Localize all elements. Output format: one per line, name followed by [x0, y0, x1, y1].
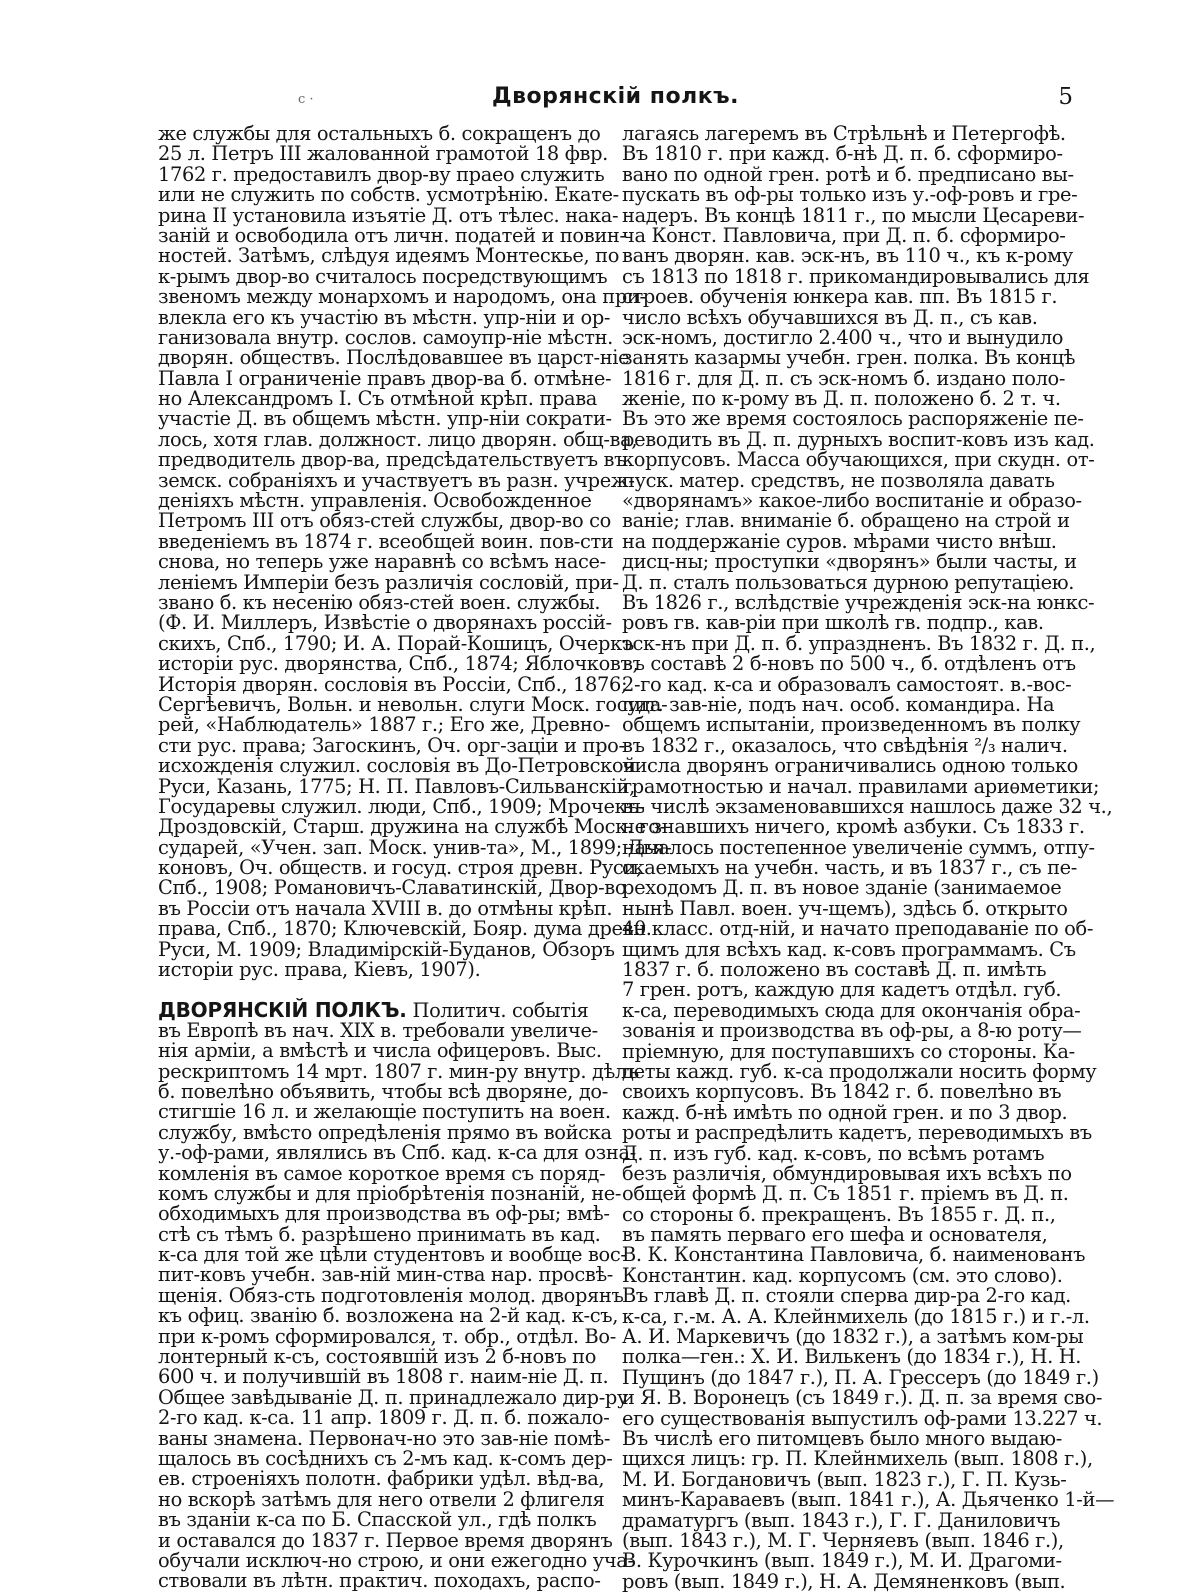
- text-line: ровъ гв. кав-ріи при школѣ гв. подпр., кав.: [622, 611, 1044, 635]
- text-line: заній и освободила отъ личн. податей и повин-: [158, 223, 626, 247]
- text-line: но Александромъ I. Съ отмѣной крѣп. права: [158, 387, 598, 411]
- text-line: к-са, г.-м. А. А. Клейнмихель (до 1815 г.) и г.-л.: [622, 1304, 1090, 1328]
- text-line: надеръ. Въ концѣ 1811 г., по мысли Цесареви-: [622, 203, 1085, 227]
- text-line: реходомъ Д. п. въ новое зданіе (занимаемое: [622, 876, 1062, 900]
- text-line: «дворянамъ» какое-либо воспитаніе и образо-: [622, 489, 1082, 513]
- text-line: же службы для остальныхъ б. сокращенъ до: [158, 122, 601, 145]
- text-line: Въ числѣ его питомцевъ было много выдаю-: [622, 1427, 1062, 1450]
- left-column: [158, 122, 672, 1593]
- text-line: к-са для той же цѣли студентовъ и вообще вос-: [158, 1243, 627, 1267]
- text-line: своихъ корпусовъ. Въ 1842 г. б. повелѣно въ: [622, 1080, 1062, 1104]
- text-line: рескриптомъ 14 мрт. 1807 г. мин-ру внутр. дѣлъ: [158, 1059, 639, 1083]
- text-line: 600 ч. и получившій въ 1808 г. наим-ніе Д. п.: [158, 1365, 609, 1389]
- text-line: строев. обученія юнкера кав. пп. Въ 1815 г.: [622, 285, 1058, 309]
- text-line: дворян. обществъ. Послѣдовавшее въ царст-ніе: [158, 346, 630, 370]
- text-line: началось постепенное увеличеніе суммъ, отпу-: [622, 835, 1095, 859]
- text-line: нія арміи, а вмѣстѣ и числа офицеровъ. Выс.: [158, 1039, 602, 1063]
- text-line: Руси, М. 1909; Владимірскій-Буданов, Обзоръ: [158, 937, 615, 961]
- text-line: обходимыхъ для производства въ оф-ры; вмѣ-: [158, 1202, 610, 1226]
- text-line: исхожденія служил. сословія въ До-Петровской: [158, 754, 636, 778]
- text-line: не знавшихъ ничего, кромѣ азбуки. Съ 1833 г.: [622, 815, 1085, 839]
- left-column-text-part1: [158, 122, 672, 982]
- text-line: или не служить по собств. усмотрѣнію. Екате-: [158, 183, 619, 207]
- text-line: пит. зав-ніе, подъ нач. особ. командира. На: [622, 692, 1055, 716]
- text-line: звеномъ между монархомъ и народомъ, она при-: [158, 285, 646, 309]
- text-line: въ зданіи к-са по Б. Спасской ул., гдѣ полкъ: [158, 1508, 597, 1532]
- text-line: участіе Д. въ общемъ мѣстн. упр-ніи сократи-: [158, 407, 612, 431]
- text-line: пріемную, для поступавшихъ со стороны. Ка-: [622, 1039, 1075, 1063]
- text-line: В. Курочкинъ (вып. 1849 г.), М. И. Драгоми-: [622, 1549, 1062, 1573]
- text-line: 40 класс. отд-ній, и начато преподаваніе по об-: [622, 917, 1094, 941]
- text-line: к-са, переводимыхъ сюда для окончанія обра-: [622, 998, 1081, 1022]
- running-title: Дворянскій полкъ.: [491, 84, 740, 109]
- text-line: дисц-ны; проступки «дворянъ» были часты, и: [622, 550, 1077, 574]
- text-line: 1816 г. для Д. п. съ эск-номъ б. издано поло-: [622, 366, 1066, 390]
- text-line: пускать въ оф-ры только изъ у.-оф-ровъ и гре-: [622, 183, 1078, 207]
- header-mark: с ·: [298, 92, 314, 107]
- text-line: ствовали въ лѣтн. практич. походахъ, распо-: [158, 1569, 601, 1593]
- text-line: зованія и производства въ оф-ры, а 8-ю роту—: [622, 1019, 1082, 1043]
- text-line: Константин. кад. корпусомъ (см. это слово).: [622, 1263, 1063, 1287]
- text-line: пуск. матер. средствъ, не позволяла давать: [622, 468, 1055, 492]
- article-heading-line: [158, 998, 598, 1023]
- text-line: (Ф. И. Миллеръ, Извѣстіе о дворянахъ россій-: [158, 611, 612, 635]
- text-line: деты кажд. губ. к-са продолжали носить форму: [622, 1059, 1097, 1083]
- text-line: общемъ испытаніи, произведенномъ въ полку: [622, 713, 1081, 737]
- text-line: 1837 г. б. положено въ составѣ Д. п. имѣть: [622, 958, 1047, 982]
- text-line: на поддержаніе суров. мѣрами чисто внѣш.: [622, 529, 1057, 553]
- text-line: рей, «Наблюдатель» 1887 г.; Его же, Древно-: [158, 713, 610, 737]
- text-line: въ Европѣ въ нач. XIX в. требовали увеличе-: [158, 1018, 598, 1042]
- text-line: Д. п. сталъ пользоваться дурною репутаціею.: [622, 570, 1075, 594]
- text-line: Пущинъ (до 1847 г.), П. А. Грессеръ (до 1849 г.): [622, 1365, 1099, 1389]
- text-line: обучали исключ-но строю, и они ежегодно уча-: [158, 1548, 634, 1572]
- text-line: скихъ, Спб., 1790; И. А. Порай-Кошицъ, Очеркъ: [158, 631, 634, 655]
- text-line: б. повелѣно объявить, чтобы всѣ дворяне, до-: [158, 1079, 608, 1103]
- text-line: Д. п. изъ губ. кад. к-совъ, по всѣмъ ротамъ: [622, 1141, 1045, 1165]
- text-line: щалось въ сосѣднихъ съ 2-мъ кад. к-сомъ дер-: [158, 1447, 613, 1470]
- text-line: 1762 г. предоставилъ двор-ву праео служить: [158, 162, 605, 186]
- text-line: комъ службы и для пріобрѣтенія познаній, не-: [158, 1181, 622, 1205]
- left-column-text-part2: [158, 1018, 639, 1593]
- page-number: 5: [1058, 84, 1073, 110]
- article-heading: ДВОРЯНСКІЙ ПОЛКЪ.: [158, 998, 407, 1023]
- text-line: въ числѣ экзаменовавшихся нашлось даже 32 ч.,: [622, 794, 1113, 818]
- text-line: коновъ, Оч. обществ. и госуд. строя древн. Руси,: [158, 856, 642, 880]
- text-line: полка—ген.: Х. И. Вилькенъ (до 1834 г.), Н. Н.: [622, 1345, 1082, 1369]
- text-line: безъ различія, обмундировывая ихъ всѣхъ по: [622, 1161, 1072, 1185]
- text-line: женіе, по к-рому въ Д. п. положено б. 2 т. ч.: [622, 387, 1061, 411]
- text-line: кажд. б-нѣ имѣть по одной грен. и по 3 двор.: [622, 1100, 1068, 1124]
- text-line: у.-оф-рами, являлись въ Спб. кад. к-са для озна-: [158, 1141, 636, 1165]
- text-line: лагаясь лагеремъ въ Стрѣльнѣ и Петергофѣ.: [622, 122, 1066, 145]
- text-line: эск-нъ при Д. п. б. упраздненъ. Въ 1832 г. Д. п.,: [622, 631, 1096, 655]
- text-line: въ 1832 г., оказалось, что свѣдѣнія ²/₃ налич.: [622, 733, 1068, 757]
- text-line: введеніемъ въ 1874 г. всеобщей воин. пов-сти: [158, 529, 614, 553]
- text-line: комленія въ самое короткое время съ поряд-: [158, 1161, 606, 1185]
- text-line: права, Спб., 1870; Ключевскій, Бояр. дума древн.: [158, 917, 652, 941]
- text-line: но вскорѣ затѣмъ для него отвели 2 флигеля: [158, 1487, 605, 1511]
- text-line: и оставался до 1837 г. Первое время дворянъ: [158, 1528, 613, 1552]
- text-line: 25 л. Петръ III жалованной грамотой 18 фвр.: [158, 142, 608, 166]
- text-line: сти рус. права; Загоскинъ, Оч. орг-заціи и про-: [158, 733, 625, 757]
- text-line: Дроздовскій, Старш. дружина на службѣ Моск. го-: [158, 815, 666, 839]
- article-heading-tail: Политич. событія: [406, 999, 589, 1023]
- text-line: въ память перваго его шефа и основателя,: [622, 1223, 1048, 1247]
- page-header: [158, 84, 1073, 120]
- text-line: исторіи рус. права, Кіевъ, 1907).: [158, 958, 481, 982]
- text-line: щимъ для всѣхъ кад. к-совъ программамъ. Съ: [622, 937, 1076, 961]
- text-line: 2-го кад. к-са. 11 апр. 1809 г. Д. п. б. пожало-: [158, 1406, 610, 1430]
- text-line: Петромъ III отъ обяз-стей службы, двор-во со: [158, 509, 611, 533]
- text-line: ганизовала внутр. сослов. самоупр-ніе мѣстн.: [158, 325, 613, 349]
- text-line: ваны знамена. Первонач-но это зав-ніе помѣ-: [158, 1426, 611, 1450]
- right-column: [622, 122, 1115, 1593]
- text-line: 7 грен. ротъ, каждую для кадетъ отдѣл. губ.: [622, 978, 1062, 1002]
- text-line: при к-ромъ сформировался, т. обр., отдѣл. Во-: [158, 1324, 616, 1348]
- text-line: Въ 1826 г., вслѣдствіе учрежденія эск-на юнкс-: [622, 590, 1095, 614]
- text-line: звано б. къ несенію обяз-стей воен. службы.: [158, 590, 601, 614]
- text-line: его существованія выпустилъ оф-рами 13.227 ч.: [622, 1406, 1103, 1430]
- text-line: (вып. 1843 г.), М. Г. Черняевъ (вып. 1846 г.),: [622, 1528, 1064, 1552]
- text-line: занять казармы учебн. грен. полка. Въ концѣ: [622, 346, 1076, 370]
- text-line: стѣ съ тѣмъ б. разрѣшено принимать въ кад.: [158, 1222, 601, 1246]
- text-line: деніяхъ мѣстн. управленія. Освобожденное: [158, 489, 592, 513]
- text-line: сударей, «Учен. зап. Моск. унив-та», М., 1899; Дья-: [158, 835, 672, 859]
- text-line: Общее завѣдываніе Д. п. принадлежало дир-ру: [158, 1385, 629, 1409]
- text-line: Въ это же время состоялось распоряженіе пе-: [622, 407, 1084, 431]
- text-line: общей формѣ Д. п. Съ 1851 г. пріемъ въ Д. п.: [622, 1182, 1069, 1206]
- text-line: стигшіе 16 л. и желающіе поступить на воен.: [158, 1100, 611, 1124]
- text-line: съ 1813 по 1818 г. прикомандировывались для: [622, 264, 1090, 288]
- text-line: ванъ дворян. кав. эск-нъ, въ 110 ч., къ к-рому: [622, 244, 1073, 268]
- text-line: к-рымъ двор-во считалось посредствующимъ: [158, 264, 608, 288]
- text-line: службу, вмѣсто опредѣленія прямо въ войска: [158, 1120, 612, 1144]
- text-line: А. И. Маркевичъ (до 1832 г.), а затѣмъ ком-ры: [622, 1325, 1084, 1349]
- text-line: нынѣ Павл. воен. уч-щемъ), здѣсь б. открыто: [622, 896, 1068, 920]
- text-line: земск. собраніяхъ и участвуетъ въ разн. учреж-: [158, 468, 635, 492]
- text-line: Руси, Казань, 1775; Н. П. Павловъ-Сильванскій,: [158, 774, 635, 798]
- text-line: 2-го кад. к-са и образовалъ самостоят. в.-вос-: [622, 672, 1072, 696]
- text-line: предводитель двор-ва, предсѣдательствуетъ въ: [158, 448, 627, 472]
- text-line: снова, но теперь уже наравнѣ со всѣмъ насе-: [158, 550, 606, 574]
- text-line: скаемыхъ на учебн. часть, и въ 1837 г., съ пе-: [622, 856, 1077, 880]
- text-line: лонтерный к-съ, состоявшій изъ 2 б-новъ по: [158, 1345, 597, 1369]
- text-line: въ Россіи отъ начала XVIII в. до отмѣны крѣп.: [158, 896, 613, 920]
- text-line: ровъ (вып. 1849 г.), Н. А. Демяненковъ (вып.: [622, 1569, 1066, 1593]
- text-line: Павла I ограниченіе правъ двор-ва б. отмѣне-: [158, 366, 612, 390]
- text-line: пит-ковъ учебн. зав-ній мин-ства нар. просвѣ-: [158, 1263, 614, 1287]
- text-line: щенія. Обяз-сть подготовленія молод. дворянъ: [158, 1283, 624, 1307]
- text-line: грамотностью и начал. правилами ариѳметики;: [622, 774, 1100, 798]
- text-line: число всѣхъ обучавшихся въ Д. п., съ кав.: [622, 305, 1038, 329]
- text-line: къ офиц. званію б. возложена на 2-й кад. к-съ,: [158, 1304, 619, 1328]
- text-line: ча Конст. Павловича, при Д. п. б. сформиро-: [622, 223, 1066, 247]
- text-line: драматургъ (вып. 1843 г.), Г. Г. Даниловичъ: [622, 1508, 1061, 1532]
- text-line: рина II установила изъятіе Д. отъ тѣлес. нака-: [158, 203, 619, 227]
- text-line: В. К. Константина Павловича, б. наименованъ: [622, 1243, 1086, 1267]
- text-line: лось, хотя глав. должност. лицо дворян. общ-ва,: [158, 427, 638, 451]
- text-line: щихся лицъ: гр. П. Клейнмихель (вып. 1808 г.),: [622, 1447, 1093, 1471]
- text-line: исторіи рус. дворянства, Спб., 1874; Яблочковъ,: [158, 652, 639, 676]
- text-line: Въ 1810 г. при кажд. б-нѣ Д. п. б. сформиро-: [622, 142, 1063, 166]
- text-line: минъ-Караваевъ (вып. 1841 г.), А. Дьяченко 1-й—: [622, 1488, 1115, 1512]
- text-line: въ составѣ 2 б-новъ по 500 ч., б. отдѣленъ отъ: [622, 652, 1076, 676]
- text-line: со стороны б. прекращенъ. Въ 1855 г. Д. п.,: [622, 1202, 1056, 1226]
- text-line: Сергѣевичъ, Вольн. и невольн. слуги Моск. госуда-: [158, 692, 668, 716]
- right-column-text: [622, 122, 1115, 1593]
- text-line: Спб., 1908; Романовичъ-Славатинскій, Двор-во: [158, 876, 627, 900]
- text-line: леніемъ Имперіи безъ различія сословій, при-: [158, 570, 619, 594]
- text-line: эск-номъ, достигло 2.400 ч., что и вынудило: [622, 325, 1064, 349]
- text-line: ев. строеніяхъ полотн. фабрики удѣл. вѣд-ва,: [158, 1467, 605, 1491]
- text-line: корпусовъ. Масса обучающихся, при скудн. от-: [622, 448, 1095, 472]
- section-gap: [158, 980, 598, 1000]
- text-line: роты и распредѣлить кадетъ, переводимыхъ въ: [622, 1121, 1092, 1145]
- text-line: ностей. Затѣмъ, слѣдуя идеямъ Монтескье, по: [158, 244, 620, 268]
- text-line: вано по одной грен. ротѣ и б. предписано вы-: [622, 162, 1074, 186]
- text-line: Исторія дворян. сословія въ Россіи, Спб., 1876;: [158, 672, 628, 696]
- text-line: и Я. В. Воронецъ (съ 1849 г.). Д. п. за время сво-: [622, 1386, 1103, 1410]
- text-line: реводить въ Д. п. дурныхъ воспит-ковъ изъ кад.: [622, 427, 1095, 451]
- text-line: ваніе; глав. вниманіе б. обращено на строй и: [622, 509, 1070, 533]
- text-line: влекла его къ участію въ мѣстн. упр-ніи и ор-: [158, 305, 611, 329]
- text-line: числа дворянъ ограничивались одною только: [622, 754, 1078, 778]
- text-line: Въ главѣ Д. п. стояли сперва дир-ра 2-го кад.: [622, 1284, 1072, 1308]
- text-line: Государевы служил. люди, Спб., 1909; Мрочекъ-: [158, 794, 645, 818]
- text-line: М. И. Богдановичъ (вып. 1823 г.), Г. П. Кузь-: [622, 1467, 1067, 1491]
